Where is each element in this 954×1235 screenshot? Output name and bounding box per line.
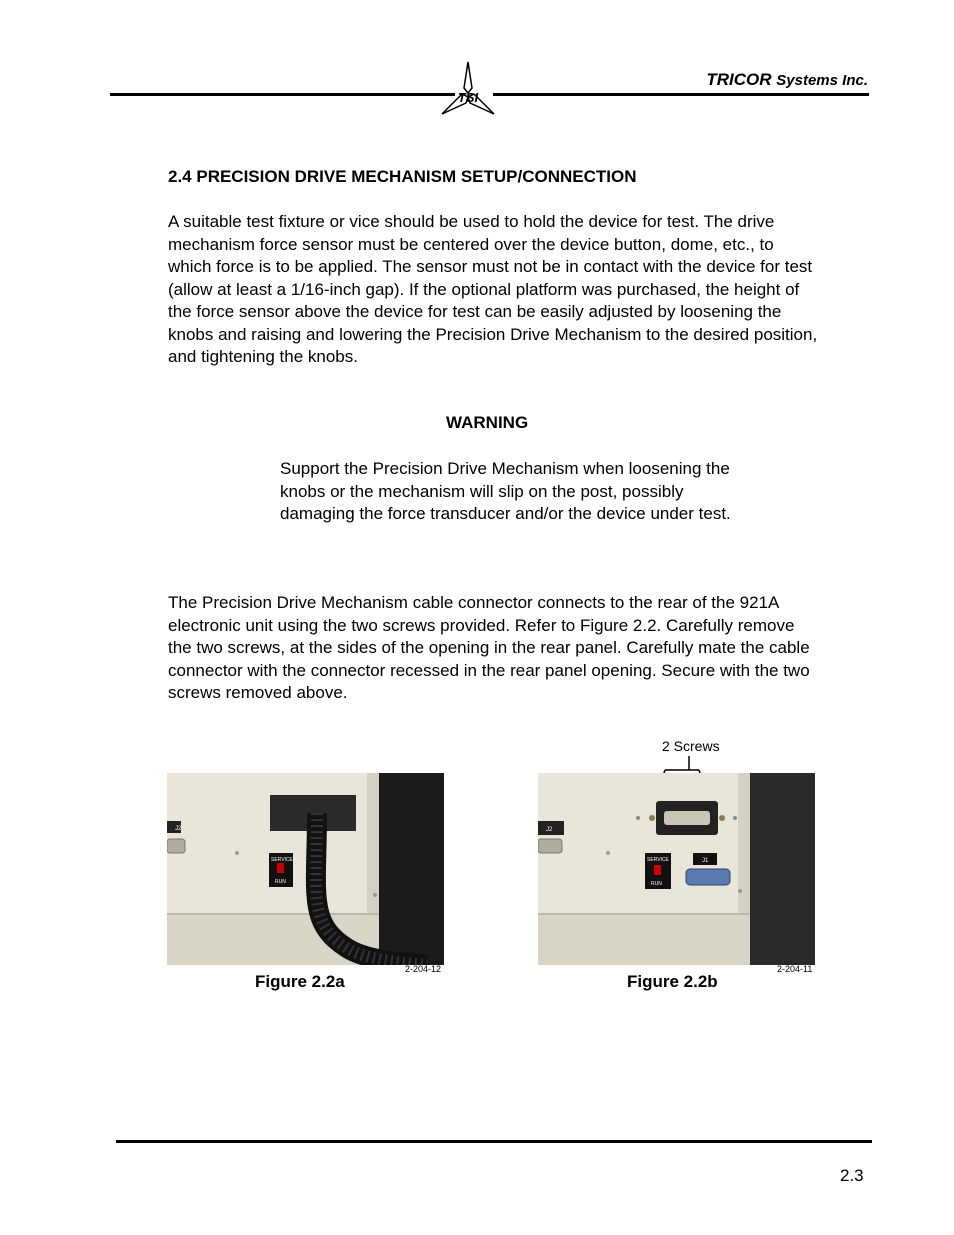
figure-2-2a-photo [167,773,444,965]
paragraph-connection: The Precision Drive Mechanism cable connector connects to the rear of the 921A electronic unit using the two screws provided. Refer to Figure 2.2. Carefully remove the two screws, at the sides of the opening in the rear panel. Carefully mate the cable connector with the connector recessed in the rear panel opening. Secure with the two screws removed above. [168,593,810,702]
figure-2-2b-photo [538,773,815,965]
figure-2-2a-caption: Figure 2.2a [255,972,345,991]
fig-b-j2-label: J2 [546,827,553,833]
footer-rule [116,1140,872,1143]
tsi-logo [438,60,498,120]
fig-a-service-label: SERVICE [271,857,293,863]
figure-2-2b-code: 2-204-11 [777,964,813,974]
fig-b-run-label: RUN [651,881,662,887]
warning-body: Support the Precision Drive Mechanism when loosening the knobs or the mechanism will slip on the post, possibly damaging the force transducer and/or the device under test. [280,459,731,523]
page-number: 2.3 [840,1166,864,1185]
header-rule-right [493,93,869,96]
header-rule-left [110,93,455,96]
fig-b-j1-label: J1 [702,858,709,864]
logo-text: TSI [457,90,479,105]
screws-callout-label: 2 Screws [662,738,720,754]
fig-b-service-label: SERVICE [647,857,669,863]
section-heading: 2.4 PRECISION DRIVE MECHANISM SETUP/CONNECTION [168,167,637,186]
company-name-bold: TRICOR [706,70,772,89]
figure-2-2a-code: 2-204-12 [405,964,442,974]
company-name-rest: Systems Inc. [776,72,868,89]
warning-title: WARNING [446,413,529,432]
paragraph-setup: A suitable test fixture or vice should be used to hold the device for test. The drive mechanism force sensor must be centered over the device button, dome, etc., to which force is to be applied. The sensor must not be in contact with the device for test (allow at least a 1/16-inch gap). If the optional platform was purchased, the height of the force sensor above the device for test can be easily adjusted by loosening the knobs and raising and lowering the Precision Drive Mechanism to the desired position, and tightening the knobs. [168,212,818,366]
fig-a-run-label: RUN [275,879,286,885]
company-name [706,70,868,90]
figure-2-2b-caption: Figure 2.2b [627,972,718,991]
fig-a-j2-label: J2 [175,826,182,832]
